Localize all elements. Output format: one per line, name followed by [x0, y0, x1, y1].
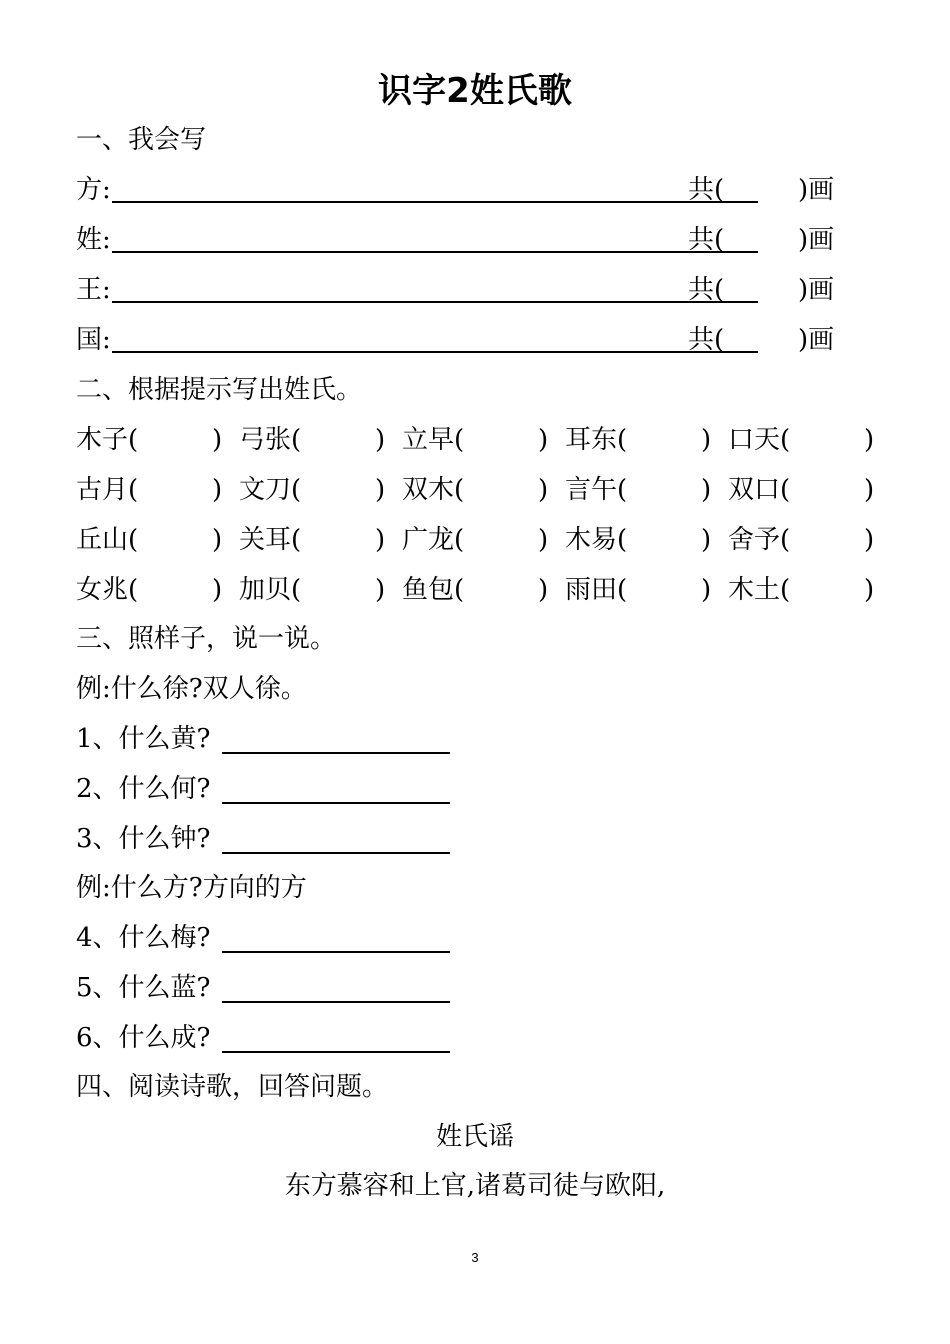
- surname-cell[interactable]: [728, 520, 888, 560]
- example-1: 例:什么徐?双人徐。: [76, 674, 307, 704]
- surname-hint: 女兆(: [76, 575, 139, 605]
- question-text: 2、什么何?: [76, 774, 211, 804]
- stroke-count-close: )画: [798, 325, 835, 355]
- surname-hint: 文刀(: [239, 475, 302, 505]
- surname-close: ): [375, 425, 386, 455]
- write-line[interactable]: [112, 301, 758, 303]
- surname-close: ): [701, 575, 712, 605]
- stroke-count-open: 共(: [688, 175, 725, 205]
- example-2: 例:什么方?方向的方: [76, 873, 307, 903]
- surname-cell[interactable]: [76, 420, 236, 460]
- surname-hint: 弓张(: [239, 425, 302, 455]
- surname-cell[interactable]: [402, 420, 562, 460]
- stroke-count-open: 共(: [688, 275, 725, 305]
- surname-hint: 鱼包(: [402, 575, 465, 605]
- surname-cell[interactable]: [402, 520, 562, 560]
- surname-close: ): [864, 475, 875, 505]
- surname-hint: 舍予(: [728, 525, 791, 555]
- section1-heading: 一、我会写: [76, 125, 207, 155]
- surname-close: ): [701, 475, 712, 505]
- answer-line[interactable]: [222, 802, 450, 804]
- answer-line[interactable]: [222, 1051, 450, 1053]
- surname-hint: 古月(: [76, 475, 139, 505]
- surname-cell[interactable]: [565, 570, 725, 610]
- surname-cell[interactable]: [76, 520, 236, 560]
- stroke-count-close: )画: [798, 225, 835, 255]
- surname-cell[interactable]: [239, 570, 399, 610]
- surname-close: ): [538, 575, 549, 605]
- question-text: 6、什么成?: [76, 1023, 211, 1053]
- surname-cell[interactable]: [728, 470, 888, 510]
- surname-cell[interactable]: [728, 570, 888, 610]
- poem-title: 姓氏谣: [435, 1122, 514, 1152]
- surname-cell[interactable]: [565, 520, 725, 560]
- surname-close: ): [212, 525, 223, 555]
- surname-cell[interactable]: [239, 420, 399, 460]
- question-text: 3、什么钟?: [76, 824, 211, 854]
- surname-cell[interactable]: [565, 420, 725, 460]
- surname-cell[interactable]: [239, 520, 399, 560]
- surname-hint: 雨田(: [565, 575, 628, 605]
- surname-hint: 木土(: [728, 575, 791, 605]
- write-row-char: 国:: [76, 325, 111, 355]
- surname-cell[interactable]: [76, 470, 236, 510]
- answer-line[interactable]: [222, 1001, 450, 1003]
- write-line[interactable]: [112, 351, 758, 353]
- surname-close: ): [375, 575, 386, 605]
- poem-line: 东方慕容和上官,诸葛司徒与欧阳,: [284, 1171, 666, 1201]
- answer-line[interactable]: [222, 951, 450, 953]
- surname-close: ): [864, 575, 875, 605]
- surname-close: ): [864, 425, 875, 455]
- surname-cell[interactable]: [728, 420, 888, 460]
- surname-close: ): [701, 525, 712, 555]
- surname-hint: 丘山(: [76, 525, 139, 555]
- surname-hint: 耳东(: [565, 425, 628, 455]
- surname-cell[interactable]: [239, 470, 399, 510]
- write-line[interactable]: [112, 251, 758, 253]
- surname-hint: 加贝(: [239, 575, 302, 605]
- surname-close: ): [538, 425, 549, 455]
- stroke-count-open: 共(: [688, 325, 725, 355]
- surname-hint: 言午(: [565, 475, 628, 505]
- section2-heading: 二、根据提示写出姓氏。: [76, 375, 363, 405]
- write-row-char: 王:: [76, 275, 111, 305]
- question-text: 1、什么黄?: [76, 724, 211, 754]
- surname-cell[interactable]: [565, 470, 725, 510]
- surname-close: ): [864, 525, 875, 555]
- surname-hint: 木子(: [76, 425, 139, 455]
- surname-hint: 双木(: [402, 475, 465, 505]
- surname-close: ): [375, 475, 386, 505]
- surname-hint: 双口(: [728, 475, 791, 505]
- surname-hint: 广龙(: [402, 525, 465, 555]
- surname-row: [76, 520, 886, 560]
- write-line[interactable]: [112, 201, 758, 203]
- surname-close: ): [212, 425, 223, 455]
- answer-line[interactable]: [222, 752, 450, 754]
- question-text: 4、什么梅?: [76, 923, 211, 953]
- surname-row: [76, 570, 886, 610]
- surname-hint: 立早(: [402, 425, 465, 455]
- stroke-count-close: )画: [798, 175, 835, 205]
- surname-hint: 口天(: [728, 425, 791, 455]
- section3-heading: 三、照样子，说一说。: [76, 624, 337, 654]
- question-text: 5、什么蓝?: [76, 973, 211, 1003]
- write-row-char: 方:: [76, 175, 111, 205]
- stroke-count-open: 共(: [688, 225, 725, 255]
- surname-close: ): [375, 525, 386, 555]
- surname-cell[interactable]: [402, 570, 562, 610]
- surname-hint: 木易(: [565, 525, 628, 555]
- surname-cell[interactable]: [76, 570, 236, 610]
- section4-heading: 四、阅读诗歌，回答问题。: [76, 1072, 389, 1102]
- surname-close: ): [538, 525, 549, 555]
- surname-close: ): [701, 425, 712, 455]
- surname-row: [76, 470, 886, 510]
- surname-cell[interactable]: [402, 470, 562, 510]
- write-row-char: 姓:: [76, 225, 111, 255]
- surname-close: ): [212, 475, 223, 505]
- page-number: 3: [471, 1250, 479, 1265]
- surname-hint: 关耳(: [239, 525, 302, 555]
- stroke-count-close: )画: [798, 275, 835, 305]
- page-title: 识字2姓氏歌: [378, 71, 572, 111]
- surname-close: ): [538, 475, 549, 505]
- answer-line[interactable]: [222, 852, 450, 854]
- surname-close: ): [212, 575, 223, 605]
- surname-row: [76, 420, 886, 460]
